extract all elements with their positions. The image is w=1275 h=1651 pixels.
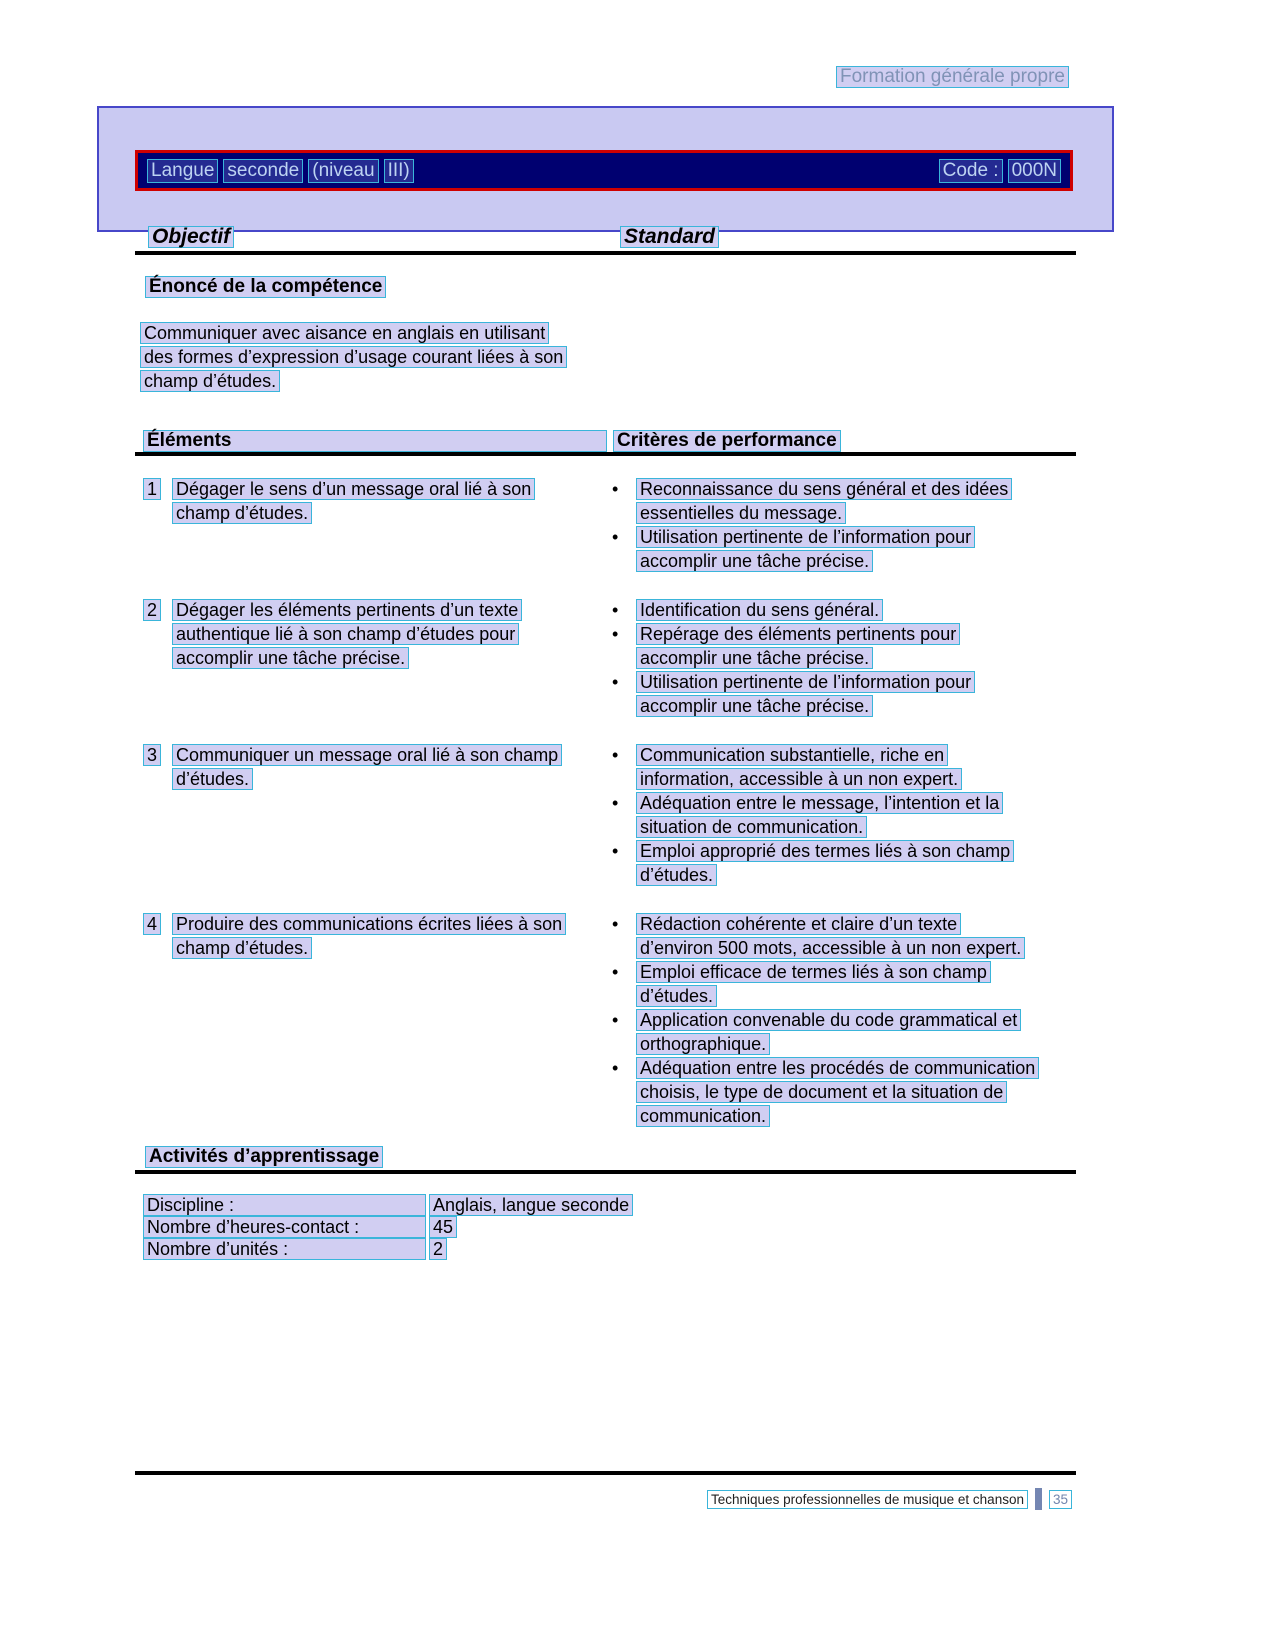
criteria-item bbox=[612, 744, 1076, 792]
course-title-word: Langue bbox=[147, 159, 218, 183]
text-line: champ d’études. bbox=[140, 370, 280, 392]
criteria-lines bbox=[636, 599, 1076, 623]
element-number-cell bbox=[143, 913, 172, 935]
criteria-text-line bbox=[636, 671, 1076, 693]
criteria-text-line bbox=[636, 985, 1076, 1007]
criteria-text-line bbox=[636, 1081, 1076, 1103]
criteria-text-line bbox=[636, 647, 1076, 669]
element-text-cell bbox=[172, 913, 612, 961]
text-line: Communiquer avec aisance en anglais en utilisant bbox=[140, 322, 549, 344]
text-line: situation de communication. bbox=[636, 816, 867, 838]
text-line: Produire des communications écrites liées à son bbox=[172, 913, 566, 935]
criteria-lines bbox=[636, 961, 1076, 1009]
text-line: accomplir une tâche précise. bbox=[172, 647, 409, 669]
info-value: 2 bbox=[429, 1238, 447, 1260]
criteria-text-line bbox=[636, 768, 1076, 790]
competence-heading: Énoncé de la compétence bbox=[145, 276, 386, 298]
criteria-text-line bbox=[636, 1009, 1076, 1031]
criteria-item bbox=[612, 1009, 1076, 1057]
bullet-icon: • bbox=[612, 624, 619, 644]
criteria-cell bbox=[612, 599, 1076, 719]
criteria-text-line bbox=[636, 840, 1076, 862]
criteria-text-line bbox=[636, 623, 1076, 645]
element-row bbox=[143, 744, 1076, 888]
info-row bbox=[143, 1194, 633, 1216]
bullet-icon: • bbox=[612, 793, 619, 813]
criteria-item bbox=[612, 478, 1076, 526]
criteria-lines bbox=[636, 1057, 1076, 1129]
course-code-label: Code : bbox=[939, 159, 1003, 183]
course-title-word: III) bbox=[384, 159, 414, 183]
criteria-item bbox=[612, 913, 1076, 961]
criteria-text-line bbox=[636, 961, 1076, 983]
criteria-lines bbox=[636, 744, 1076, 792]
footer-divider-bar bbox=[1035, 1488, 1042, 1510]
standard-heading: Standard bbox=[620, 226, 719, 248]
text-line: d’études. bbox=[636, 864, 717, 886]
paragraph-line bbox=[140, 370, 567, 392]
text-line: accomplir une tâche précise. bbox=[636, 647, 873, 669]
divider bbox=[135, 1471, 1076, 1475]
bullet-icon: • bbox=[612, 914, 619, 934]
text-line: Communication substantielle, riche en bbox=[636, 744, 948, 766]
text-line: d’études. bbox=[172, 768, 253, 790]
element-text-line bbox=[172, 599, 612, 621]
criteria-lines bbox=[636, 1009, 1076, 1057]
page-number: 35 bbox=[1049, 1490, 1072, 1509]
criteria-item bbox=[612, 961, 1076, 1009]
info-row bbox=[143, 1238, 633, 1260]
criteria-text-line bbox=[636, 937, 1076, 959]
criteria-cell bbox=[612, 913, 1076, 1129]
bullet-icon: • bbox=[612, 600, 619, 620]
criteria-text-line bbox=[636, 1057, 1076, 1079]
element-text-line bbox=[172, 647, 612, 669]
info-label: Nombre d’heures-contact : bbox=[143, 1216, 426, 1238]
criteria-item bbox=[612, 599, 1076, 623]
text-line: Utilisation pertinente de l’information pour bbox=[636, 526, 975, 548]
criteria-text-line bbox=[636, 864, 1076, 886]
text-line: authentique lié à son champ d’études pour bbox=[172, 623, 519, 645]
text-line: Adéquation entre les procédés de communication bbox=[636, 1057, 1039, 1079]
criteria-item bbox=[612, 1057, 1076, 1129]
bullet-icon: • bbox=[612, 479, 619, 499]
criteria-item bbox=[612, 792, 1076, 840]
info-value: Anglais, langue seconde bbox=[429, 1194, 633, 1216]
criteria-text-line bbox=[636, 1033, 1076, 1055]
paragraph-line bbox=[140, 322, 567, 344]
element-text-line bbox=[172, 913, 612, 935]
text-line: Rédaction cohérente et claire d’un texte bbox=[636, 913, 961, 935]
text-line: Adéquation entre le message, l’intention et la bbox=[636, 792, 1003, 814]
text-line: information, accessible à un non expert. bbox=[636, 768, 962, 790]
text-line: Application convenable du code grammatical et bbox=[636, 1009, 1021, 1031]
criteria-item bbox=[612, 671, 1076, 719]
element-number: 1 bbox=[143, 478, 161, 500]
element-number: 2 bbox=[143, 599, 161, 621]
criteria-item bbox=[612, 840, 1076, 888]
element-row bbox=[143, 599, 1076, 719]
text-line: orthographique. bbox=[636, 1033, 770, 1055]
criteria-text-line bbox=[636, 792, 1076, 814]
element-number-cell bbox=[143, 599, 172, 621]
element-number-cell bbox=[143, 744, 172, 766]
text-line: Emploi approprié des termes liés à son champ bbox=[636, 840, 1014, 862]
elements-column-header: Éléments bbox=[143, 430, 607, 452]
criteria-cell bbox=[612, 478, 1076, 574]
divider bbox=[135, 251, 1076, 255]
activities-info bbox=[135, 1194, 633, 1260]
element-text-line bbox=[172, 937, 612, 959]
text-line: Dégager le sens d’un message oral lié à son bbox=[172, 478, 535, 500]
divider bbox=[135, 452, 1076, 456]
bullet-icon: • bbox=[612, 672, 619, 692]
course-title-word: seconde bbox=[223, 159, 303, 183]
text-line: Communiquer un message oral lié à son champ bbox=[172, 744, 562, 766]
element-text-cell bbox=[172, 744, 612, 792]
element-number: 3 bbox=[143, 744, 161, 766]
criteria-lines bbox=[636, 913, 1076, 961]
criteria-cell bbox=[612, 744, 1076, 888]
element-row bbox=[143, 478, 1076, 574]
text-line: Repérage des éléments pertinents pour bbox=[636, 623, 960, 645]
course-code-value: 000N bbox=[1008, 159, 1061, 183]
criteria-lines bbox=[636, 792, 1076, 840]
criteria-item bbox=[612, 526, 1076, 574]
info-value: 45 bbox=[429, 1216, 457, 1238]
criteria-lines bbox=[636, 526, 1076, 574]
criteria-text-line bbox=[636, 913, 1076, 935]
criteria-lines bbox=[636, 671, 1076, 719]
bullet-icon: • bbox=[612, 1058, 619, 1078]
criteria-text-line bbox=[636, 599, 1076, 621]
activities-heading: Activités d’apprentissage bbox=[145, 1146, 383, 1168]
bullet-icon: • bbox=[612, 1010, 619, 1030]
course-header-box bbox=[97, 106, 1114, 232]
bullet-icon: • bbox=[612, 745, 619, 765]
criteria-text-line bbox=[636, 1105, 1076, 1127]
criteria-lines bbox=[636, 840, 1076, 888]
text-line: Utilisation pertinente de l’information pour bbox=[636, 671, 975, 693]
element-text-cell bbox=[172, 478, 612, 526]
text-line: essentielles du message. bbox=[636, 502, 846, 524]
element-text-line bbox=[172, 768, 612, 790]
text-line: des formes d’expression d’usage courant liées à son bbox=[140, 346, 567, 368]
element-text-line bbox=[172, 478, 612, 500]
text-line: champ d’études. bbox=[172, 502, 312, 524]
element-number-cell bbox=[143, 478, 172, 500]
text-line: Dégager les éléments pertinents d’un texte bbox=[172, 599, 522, 621]
criteria-lines bbox=[636, 623, 1076, 671]
text-line: accomplir une tâche précise. bbox=[636, 695, 873, 717]
element-text-line bbox=[172, 623, 612, 645]
text-line: champ d’études. bbox=[172, 937, 312, 959]
paragraph-line bbox=[140, 346, 567, 368]
element-number: 4 bbox=[143, 913, 161, 935]
elements-table bbox=[135, 478, 1076, 1154]
text-line: accomplir une tâche précise. bbox=[636, 550, 873, 572]
course-title-bar bbox=[135, 150, 1073, 191]
info-row bbox=[143, 1216, 633, 1238]
footer-title: Techniques professionnelles de musique et chanson bbox=[707, 1490, 1028, 1509]
page-header-label: Formation générale propre bbox=[836, 66, 1069, 88]
criteria-text-line bbox=[636, 550, 1076, 572]
element-text-line bbox=[172, 502, 612, 524]
criteria-text-line bbox=[636, 744, 1076, 766]
text-line: choisis, le type de document et la situation de bbox=[636, 1081, 1007, 1103]
bullet-icon: • bbox=[612, 962, 619, 982]
divider bbox=[135, 1170, 1076, 1174]
info-label: Nombre d’unités : bbox=[143, 1238, 426, 1260]
criteria-text-line bbox=[636, 695, 1076, 717]
competence-paragraph bbox=[140, 322, 567, 394]
page-footer bbox=[707, 1488, 1072, 1510]
criteria-text-line bbox=[636, 526, 1076, 548]
text-line: d’études. bbox=[636, 985, 717, 1007]
criteria-text-line bbox=[636, 816, 1076, 838]
criteria-text-line bbox=[636, 502, 1076, 524]
info-label: Discipline : bbox=[143, 1194, 426, 1216]
text-line: d’environ 500 mots, accessible à un non expert. bbox=[636, 937, 1025, 959]
criteria-column-header: Critères de performance bbox=[613, 430, 841, 452]
text-line: Reconnaissance du sens général et des idées bbox=[636, 478, 1012, 500]
objectif-heading: Objectif bbox=[148, 226, 234, 248]
text-line: Emploi efficace de termes liés à son champ bbox=[636, 961, 991, 983]
text-line: communication. bbox=[636, 1105, 770, 1127]
criteria-lines bbox=[636, 478, 1076, 526]
element-text-line bbox=[172, 744, 612, 766]
element-text-cell bbox=[172, 599, 612, 671]
course-title-word: (niveau bbox=[308, 159, 378, 183]
criteria-text-line bbox=[636, 478, 1076, 500]
criteria-item bbox=[612, 623, 1076, 671]
element-row bbox=[143, 913, 1076, 1129]
bullet-icon: • bbox=[612, 841, 619, 861]
bullet-icon: • bbox=[612, 527, 619, 547]
text-line: Identification du sens général. bbox=[636, 599, 883, 621]
